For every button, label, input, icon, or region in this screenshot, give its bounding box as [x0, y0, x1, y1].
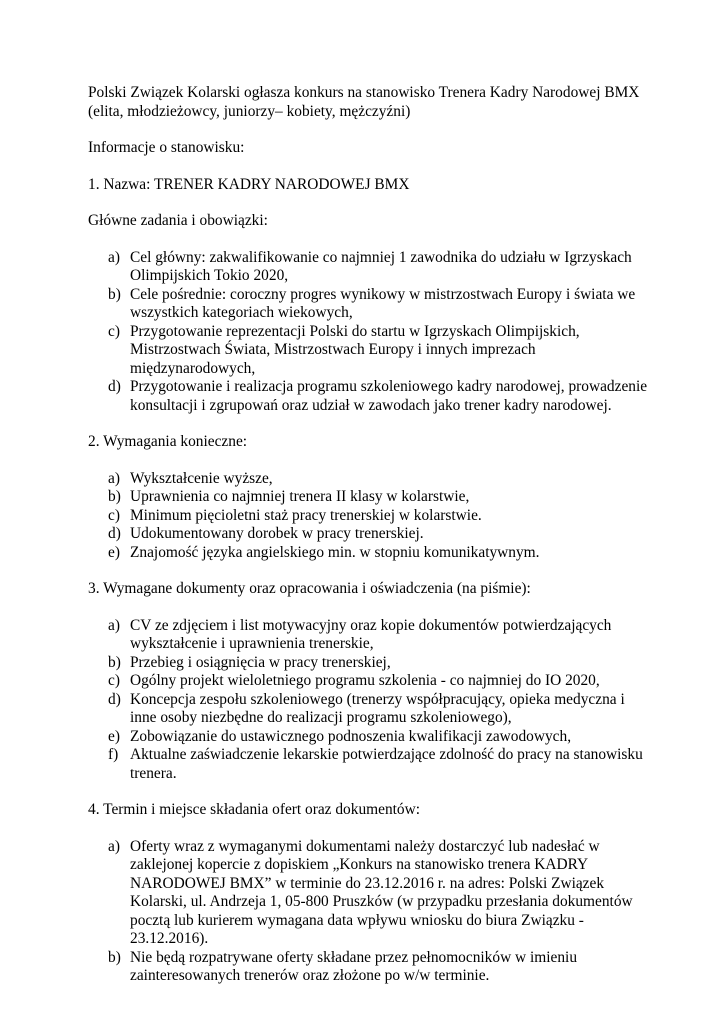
list-marker: b): [108, 948, 121, 966]
intro-line-2: (elita, młodzieżowcy, juniorzy– kobiety, mężczyźni): [88, 102, 411, 120]
list-marker: c): [108, 322, 120, 340]
requirements-list: [88, 470, 648, 563]
list-item-text: Minimum pięcioletni staż pracy trenerskiej w kolarstwie.: [130, 506, 482, 524]
list-marker: a): [108, 248, 120, 266]
section-4-title: 4. Termin i miejsce składania ofert oraz dokumentów:: [88, 801, 421, 818]
list-item: [88, 286, 648, 323]
info-heading: Informacje o stanowisku:: [88, 139, 245, 156]
list-item: [88, 691, 648, 728]
list-item: [88, 672, 648, 691]
list-marker: b): [108, 488, 121, 505]
section-1-title: 1. Nazwa: TRENER KADRY NARODOWEJ BMX: [88, 175, 410, 193]
list-marker: e): [108, 727, 120, 745]
list-marker: d): [108, 378, 121, 395]
section-2-title: 2. Wymagania konieczne:: [88, 433, 248, 450]
submission-list: [88, 838, 648, 986]
documents-list: [88, 617, 648, 784]
list-item: [88, 507, 648, 526]
list-item-text: Przygotowanie reprezentacji Polski do startu w Igrzyskach Olimpijskich, Mistrzostwach Świata, Mistrzostwach Europy i innych imprezach międzynarodowych,: [130, 322, 580, 377]
list-item-text: Znajomość języka angielskiego min. w stopniu komunikatywnym.: [130, 543, 540, 561]
list-marker: d): [108, 690, 121, 708]
list-item-text: CV ze zdjęciem i list motywacyjny oraz kopie dokumentów potwierdzających wykształcenie i uprawnienia trenerskie,: [130, 616, 612, 652]
list-marker: a): [108, 837, 120, 855]
list-item: [88, 323, 648, 379]
list-item: [88, 249, 648, 286]
list-marker: c): [108, 672, 120, 689]
intro-line-1: Polski Związek Kolarski ogłasza konkurs na stanowisko Trenera Kadry Narodowej BMX: [88, 84, 640, 101]
list-item-text: Koncepcja zespołu szkoleniowego (trenerzy współpracujący, opieka medyczna i inne osoby niezbędne do realizacji programu szkoleniowego),: [130, 690, 625, 726]
list-item: [88, 949, 648, 986]
list-item: [88, 838, 648, 949]
list-marker: b): [108, 285, 121, 303]
list-marker: a): [108, 616, 120, 634]
list-item-text: Ogólny projekt wieloletniego programu szkolenia - co najmniej do IO 2020,: [130, 672, 600, 689]
list-item: [88, 746, 648, 783]
list-item-text: Udokumentowany dorobek w pracy trenerskiej.: [130, 525, 424, 542]
list-item: [88, 488, 648, 507]
list-item: [88, 470, 648, 489]
list-marker: d): [108, 525, 121, 542]
list-marker: f): [108, 746, 119, 763]
list-item-text: Wykształcenie wyższe,: [130, 469, 273, 487]
list-item-text: Oferty wraz z wymaganymi dokumentami należy dostarczyć lub nadesłać w zaklejonej kopercie z dopiskiem „Konkurs na stanowisko trenera KADRY NARODOWEJ BMX” w terminie do 23.12.2016 r. na adres: Polski Związek Kolarski, ul. Andrzeja 1, 05-800 Pruszków (w przypadku przesłania dokumentów pocztą lub kurierem wymagana data wpływu wniosku do biura Związku - 23.12.2016).: [130, 837, 633, 947]
list-item: [88, 728, 648, 747]
document-page: [88, 84, 648, 986]
list-item-text: Przygotowanie i realizacja programu szkoleniowego kadry narodowej, prowadzenie konsultacji i zgrupowań oraz udział w zawodach jako trener kadry narodowej.: [130, 378, 648, 414]
list-item: [88, 378, 648, 415]
list-item-text: Cele pośrednie: coroczny progres wynikowy w mistrzostwach Europy i świata we wszystkich kategoriach wiekowych,: [130, 285, 636, 321]
section-3-title: 3. Wymagane dokumenty oraz opracowania i oświadczenia (na piśmie):: [88, 580, 531, 597]
list-item: [88, 525, 648, 544]
list-item-text: Aktualne zaświadczenie lekarskie potwierdzające zdolność do pracy na stanowisku trenera.: [130, 746, 643, 782]
list-marker: b): [108, 653, 121, 671]
list-marker: e): [108, 543, 120, 561]
list-item: [88, 544, 648, 563]
list-item: [88, 617, 648, 654]
duties-heading: Główne zadania i obowiązki:: [88, 212, 268, 229]
duties-list: [88, 249, 648, 416]
list-marker: c): [108, 506, 120, 524]
list-item: [88, 654, 648, 673]
list-item-text: Zobowiązanie do ustawicznego podnoszenia kwalifikacji zawodowych,: [130, 727, 572, 745]
list-item-text: Nie będą rozpatrywane oferty składane przez pełnomocników w imieniu zainteresowanych trenerów oraz złożone po w/w terminie.: [130, 948, 578, 984]
list-marker: a): [108, 469, 120, 487]
list-item-text: Cel główny: zakwalifikowanie co najmniej 1 zawodnika do udziału w Igrzyskach Olimpijskich Tokio 2020,: [130, 248, 632, 284]
list-item-text: Uprawnienia co najmniej trenera II klasy w kolarstwie,: [130, 488, 470, 505]
list-item-text: Przebieg i osiągnięcia w pracy trenerskiej,: [130, 653, 391, 671]
